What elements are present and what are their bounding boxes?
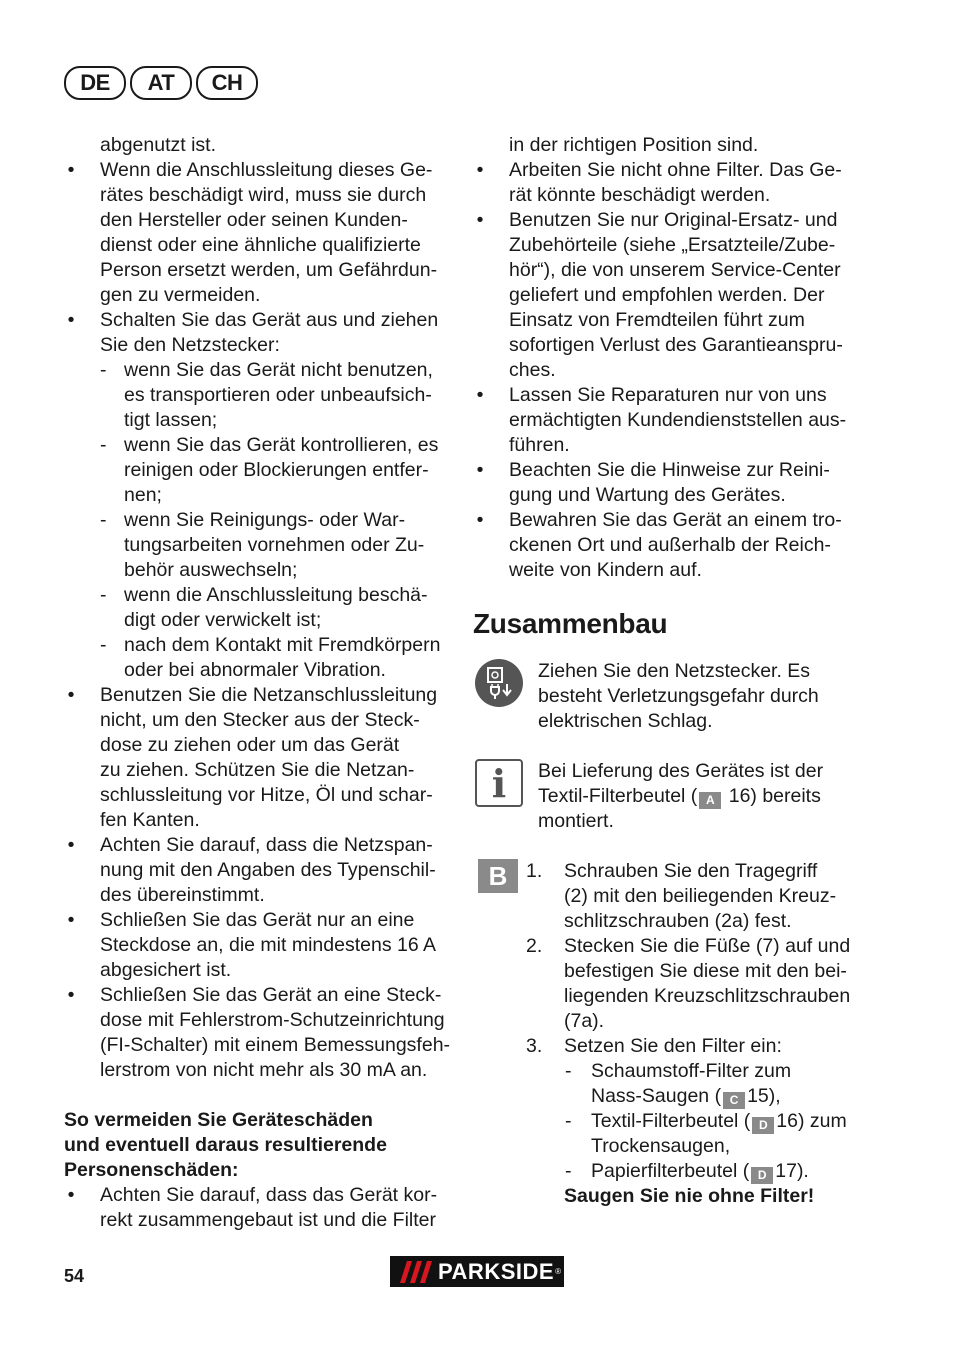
page-number: 54 — [64, 1266, 85, 1286]
bullet-line — [64, 708, 450, 733]
filter-text: 17). — [775, 1160, 809, 1182]
sub-item-line — [64, 508, 450, 533]
line-text: nen; — [124, 484, 162, 506]
line-text: es transportieren oder unbeaufsich- — [124, 384, 432, 406]
line-text: Benutzen Sie nur Original-Ersatz- und — [509, 209, 838, 231]
continuation-line: in der richtigen Position sind. — [509, 134, 759, 156]
bullet-line — [64, 1058, 450, 1083]
filter-item: - Papierfilterbeutel ( D 17). — [565, 1160, 809, 1182]
line-text: (7a). — [564, 1010, 605, 1032]
dash-marker: - — [100, 434, 107, 456]
line-text: Arbeiten Sie nicht ohne Filter. Das Ge- — [509, 159, 842, 181]
line-text: ermächtigten Kundendienststellen aus- — [509, 409, 847, 431]
line-text: des übereinstimmt. — [100, 884, 265, 906]
note-line: besteht Verletzungsgefahr durch — [538, 685, 819, 707]
bullet-line — [473, 308, 863, 333]
line-text: Schließen Sie das Gerät an eine Steck- — [100, 984, 442, 1006]
bullet-line — [473, 508, 863, 533]
bullet-line — [64, 858, 450, 883]
brand-name: PARKSIDE — [438, 1258, 555, 1284]
bullet-marker: • — [67, 834, 75, 856]
bullet-line — [473, 208, 863, 233]
line-text: weite von Kindern auf. — [509, 559, 702, 581]
right-column — [473, 133, 863, 1209]
bullet-list — [473, 158, 863, 583]
left-column — [64, 133, 450, 1233]
line-text: ckenen Ort und außerhalb der Reich- — [509, 534, 831, 556]
sub-item-line — [64, 358, 450, 383]
language-badges — [64, 66, 258, 100]
line-text: gung und Wartung des Gerätes. — [509, 484, 786, 506]
filter-text: 15), — [747, 1085, 781, 1107]
line-text: rät könnte beschädigt werden. — [509, 184, 771, 206]
line-text: abgesichert ist. — [100, 959, 232, 981]
bullet-line — [64, 883, 450, 908]
line-text: führen. — [509, 434, 570, 456]
figure-ref-badge: C — [723, 1092, 745, 1109]
bullet-line — [64, 258, 450, 283]
figure-ref-badge: D — [751, 1167, 773, 1184]
sub-item-line — [64, 533, 450, 558]
bullet-list — [64, 158, 450, 358]
line-text: liegenden Kreuzschlitzschrauben — [564, 985, 851, 1007]
bullet-line — [473, 283, 863, 308]
logo-stripes-icon — [390, 1256, 436, 1287]
line-text: rekt zusammengebaut ist und die Filter — [100, 1209, 436, 1231]
bullet-line — [64, 958, 450, 983]
bullet-line — [473, 408, 863, 433]
line-text: Lassen Sie Reparaturen nur von uns — [509, 384, 827, 406]
line-text: wenn die Anschlussleitung beschä- — [124, 584, 428, 606]
numbered-step-line — [473, 984, 863, 1009]
bullet-line — [64, 983, 450, 1008]
line-text: lerstrom von nicht mehr als 30 mA an. — [100, 1059, 428, 1081]
lang-badge-ch: CH — [196, 66, 258, 100]
bullet-line — [64, 733, 450, 758]
bullet-line — [64, 1183, 450, 1208]
line-text: dose zu ziehen oder um das Gerät — [100, 734, 400, 756]
line-text: wenn Sie Reinigungs- oder War- — [124, 509, 406, 531]
bullet-marker: • — [67, 159, 75, 181]
line-text: schlussleitung vor Hitze, Öl und schar- — [100, 784, 433, 806]
step-number: 3. — [526, 1035, 543, 1057]
line-text: Schrauben Sie den Tragegriff — [564, 860, 818, 882]
subheading-line: Personenschäden: — [64, 1159, 239, 1181]
filter-item: - Textil-Filterbeutel ( D 16) zum — [565, 1110, 847, 1132]
bullet-marker: • — [67, 909, 75, 931]
filter-text: Papierfilterbeutel ( — [591, 1160, 750, 1182]
line-text: wenn Sie das Gerät kontrollieren, es — [124, 434, 439, 456]
bullet-line — [64, 308, 450, 333]
line-text: digt oder verwickelt ist; — [124, 609, 322, 631]
line-text: rätes beschädigt wird, muss sie durch — [100, 184, 427, 206]
line-text: zu ziehen. Schützen Sie die Netzan- — [100, 759, 415, 781]
bullet-line — [64, 208, 450, 233]
bullet-line — [64, 933, 450, 958]
numbered-step-line — [473, 1009, 863, 1034]
numbered-step-line — [473, 934, 863, 959]
sub-item-line — [64, 383, 450, 408]
line-text: Schließen Sie das Gerät nur an eine — [100, 909, 415, 931]
figure-ref-badge: A — [699, 792, 721, 809]
note-text: Textil-Filterbeutel ( — [538, 785, 698, 807]
line-text: (2) mit den beiliegenden Kreuz- — [564, 885, 837, 907]
bullet-line — [473, 458, 863, 483]
bullet-line — [473, 233, 863, 258]
bullet-line — [64, 183, 450, 208]
registered-mark: ® — [555, 1267, 561, 1276]
bullet-line — [64, 158, 450, 183]
line-text: Achten Sie darauf, dass das Gerät kor- — [100, 1184, 438, 1206]
step-number: 2. — [526, 935, 543, 957]
line-text: fen Kanten. — [100, 809, 200, 831]
line-text: (FI-Schalter) mit einem Bemessungsfeh- — [100, 1034, 451, 1056]
line-text: hör“), die von unserem Service-Center — [509, 259, 841, 281]
lang-badge-at: AT — [130, 66, 192, 100]
bullet-marker: • — [476, 384, 484, 406]
warning-text: Saugen Sie nie ohne Filter! — [564, 1185, 815, 1207]
line-text: dose mit Fehlerstrom-Schutzeinrichtung — [100, 1009, 445, 1031]
bullet-marker: • — [67, 984, 75, 1006]
sub-item-list — [64, 358, 450, 683]
dash-marker: - — [100, 634, 107, 656]
bullet-line — [473, 533, 863, 558]
numbered-step-line — [473, 959, 863, 984]
line-text: nicht, um den Stecker aus der Steck- — [100, 709, 420, 731]
line-text: sofortigen Verlust des Garantieanspru- — [509, 334, 843, 356]
filter-item-continued — [473, 1084, 863, 1109]
filter-text: Schaumstoff-Filter zum — [591, 1060, 792, 1082]
line-text: befestigen Sie diese mit den bei- — [564, 960, 847, 982]
bullet-marker: • — [67, 309, 75, 331]
line-text: tungsarbeiten vornehmen oder Zu- — [124, 534, 425, 556]
line-text: Person ersetzt werden, um Gefährdun- — [100, 259, 438, 281]
line-text: nung mit den Angaben des Typenschil- — [100, 859, 436, 881]
note-line: montiert. — [538, 810, 614, 832]
line-text: Einsatz von Fremdteilen führt zum — [509, 309, 805, 331]
sub-item-line — [64, 633, 450, 658]
line-text: oder bei abnormaler Vibration. — [124, 659, 386, 681]
numbered-step-line — [473, 859, 863, 884]
bullet-line — [64, 1033, 450, 1058]
sub-item-line — [64, 558, 450, 583]
dash-marker: - — [100, 359, 107, 381]
numbered-step-line — [473, 909, 863, 934]
step-number: 1. — [526, 860, 543, 882]
bullet-list — [64, 1183, 450, 1233]
bullet-line — [473, 183, 863, 208]
subheading-line: und eventuell daraus resultierende — [64, 1134, 387, 1156]
line-text: den Hersteller oder seinen Kunden- — [100, 209, 408, 231]
line-text: Schalten Sie das Gerät aus und ziehen — [100, 309, 439, 331]
bullet-line — [64, 233, 450, 258]
line-text: schlitzschrauben (2a) fest. — [564, 910, 792, 932]
bullet-line — [473, 333, 863, 358]
bullet-line — [473, 258, 863, 283]
line-text: reinigen oder Blockierungen entfer- — [124, 459, 429, 481]
sub-item-line — [64, 433, 450, 458]
bullet-marker: • — [476, 159, 484, 181]
bullet-marker: • — [67, 1184, 75, 1206]
bullet-marker: • — [476, 209, 484, 231]
line-text: geliefert und empfohlen werden. Der — [509, 284, 825, 306]
sub-item-line — [64, 483, 450, 508]
bullet-line — [64, 1208, 450, 1233]
sub-item-line — [64, 658, 450, 683]
sub-item-line — [64, 608, 450, 633]
line-text: Zubehörteile (siehe „Ersatzteile/Zube- — [509, 234, 836, 256]
bullet-line — [64, 758, 450, 783]
line-text: Beachten Sie die Hinweise zur Reini- — [509, 459, 830, 481]
section-heading: Zusammenbau — [473, 608, 668, 639]
brand-logo — [390, 1256, 564, 1287]
line-text: Setzen Sie den Filter ein: — [564, 1035, 782, 1057]
line-text: Benutzen Sie die Netzanschlussleitung — [100, 684, 438, 706]
subheading — [64, 1108, 450, 1183]
line-text: Bewahren Sie das Gerät an einem tro- — [509, 509, 842, 531]
bullet-line — [473, 558, 863, 583]
filter-text: Textil-Filterbeutel ( — [591, 1110, 751, 1132]
numbered-step-line — [473, 1034, 863, 1059]
line-text: Stecken Sie die Füße (7) auf und — [564, 935, 851, 957]
bullet-line — [64, 783, 450, 808]
figure-letter-badge: B — [478, 859, 518, 893]
bullet-line — [64, 683, 450, 708]
bullet-line — [64, 1008, 450, 1033]
line-text: gen zu vermeiden. — [100, 284, 261, 306]
continuation-line: abgenutzt ist. — [100, 134, 216, 156]
info-note — [473, 759, 863, 834]
line-text: nach dem Kontakt mit Fremdkörpern — [124, 634, 441, 656]
unplug-icon — [475, 659, 523, 707]
bullet-line — [64, 833, 450, 858]
bullet-line — [473, 433, 863, 458]
sub-item-line — [64, 583, 450, 608]
filter-text: 16) zum — [776, 1110, 847, 1132]
bullet-marker: • — [67, 684, 75, 706]
bullet-line — [64, 908, 450, 933]
note-line: elektrischen Schlag. — [538, 710, 713, 732]
bullet-line — [64, 283, 450, 308]
line-text: dienst oder eine ähnliche qualifizierte — [100, 234, 421, 256]
bullet-line — [473, 383, 863, 408]
line-text: ches. — [509, 359, 556, 381]
note-text: 16) bereits — [728, 785, 821, 807]
lang-badge-de: DE — [64, 66, 126, 100]
sub-item-line — [64, 408, 450, 433]
line-text: Steckdose an, die mit mindestens 16 A — [100, 934, 437, 956]
sub-item-line — [64, 458, 450, 483]
bullet-line — [64, 333, 450, 358]
bullet-list — [64, 683, 450, 1083]
bullet-line — [473, 483, 863, 508]
subheading-line: So vermeiden Sie Geräteschäden — [64, 1109, 373, 1131]
filter-item-continued: Trockensaugen, — [591, 1135, 731, 1157]
line-text: behör auswechseln; — [124, 559, 298, 581]
dash-marker: - — [100, 509, 107, 531]
figure-ref-badge: D — [752, 1117, 774, 1134]
note-line: Bei Lieferung des Gerätes ist der — [538, 760, 824, 782]
numbered-step-line — [473, 884, 863, 909]
assembly-steps — [473, 859, 863, 1209]
filter-text: Nass-Saugen ( — [591, 1085, 722, 1107]
line-text: Wenn die Anschlussleitung dieses Ge- — [100, 159, 433, 181]
line-text: Sie den Netzstecker: — [100, 334, 280, 356]
line-text: tigt lassen; — [124, 409, 218, 431]
bullet-marker: • — [476, 459, 484, 481]
unplug-note — [473, 659, 863, 734]
numbered-list — [473, 859, 863, 1059]
filter-item: - Schaumstoff-Filter zum — [565, 1060, 792, 1082]
line-text: wenn Sie das Gerät nicht benutzen, — [124, 359, 433, 381]
bullet-line — [473, 158, 863, 183]
note-line: Ziehen Sie den Netzstecker. Es — [538, 660, 811, 682]
note-line — [538, 784, 863, 809]
bullet-line — [64, 808, 450, 833]
bullet-marker: • — [476, 509, 484, 531]
info-icon: i — [475, 759, 523, 807]
bullet-line — [473, 358, 863, 383]
line-text: Achten Sie darauf, dass die Netzspan- — [100, 834, 433, 856]
dash-marker: - — [100, 584, 107, 606]
